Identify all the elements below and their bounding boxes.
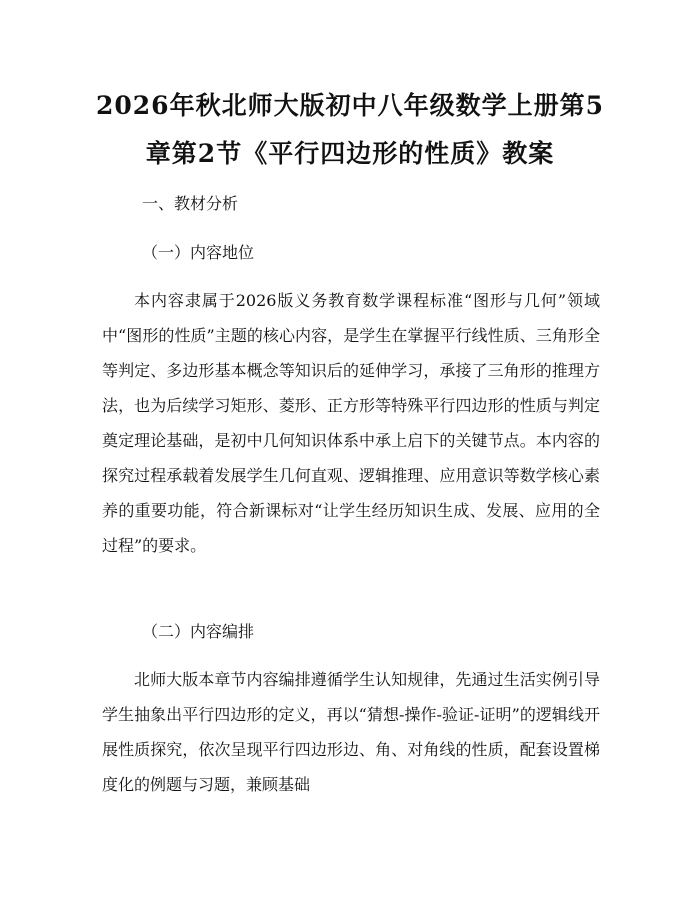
section-heading-textbook-analysis: 一、教材分析 — [142, 194, 239, 213]
subsection-heading-content-position: （一）内容地位 — [142, 243, 255, 262]
paragraph-content-position: 本内容隶属于2026版义务教育数学课程标准“图形与几何”领域中“图形的性质”主题的核心内容，是学生在掌握平行线性质、三角形全等判定、多边形基本概念等知识后的延伸学习，承接了三角形的推理方法，也为后续学习矩形、菱形、正方形等特殊平行四边形的性质与判定奠定理论基础，是初中几何知识体系中承上启下的关键节点。本内容的探究过程承载着发展学生几何直观、逻辑推理、应用意识等数学核心素养的重要功能，符合新课标对“让学生经历知识生成、发展、应用的全过程”的要求。 — [102, 291, 600, 555]
paragraph-content-arrangement: 北师大版本章节内容编排遵循学生认知规律，先通过生活实例引导学生抽象出平行四边形的定义，再以“猜想-操作-验证-证明”的逻辑线开展性质探究，依次呈现平行四边形边、角、对角线的性质，配套设置梯度化的例题与习题，兼顾基础 — [102, 670, 600, 794]
subsection-heading-content-arrangement: （二）内容编排 — [142, 622, 255, 641]
document-title: 2026年秋北师大版初中八年级数学上册第5章第2节《平行四边形的性质》教案 — [96, 91, 604, 168]
